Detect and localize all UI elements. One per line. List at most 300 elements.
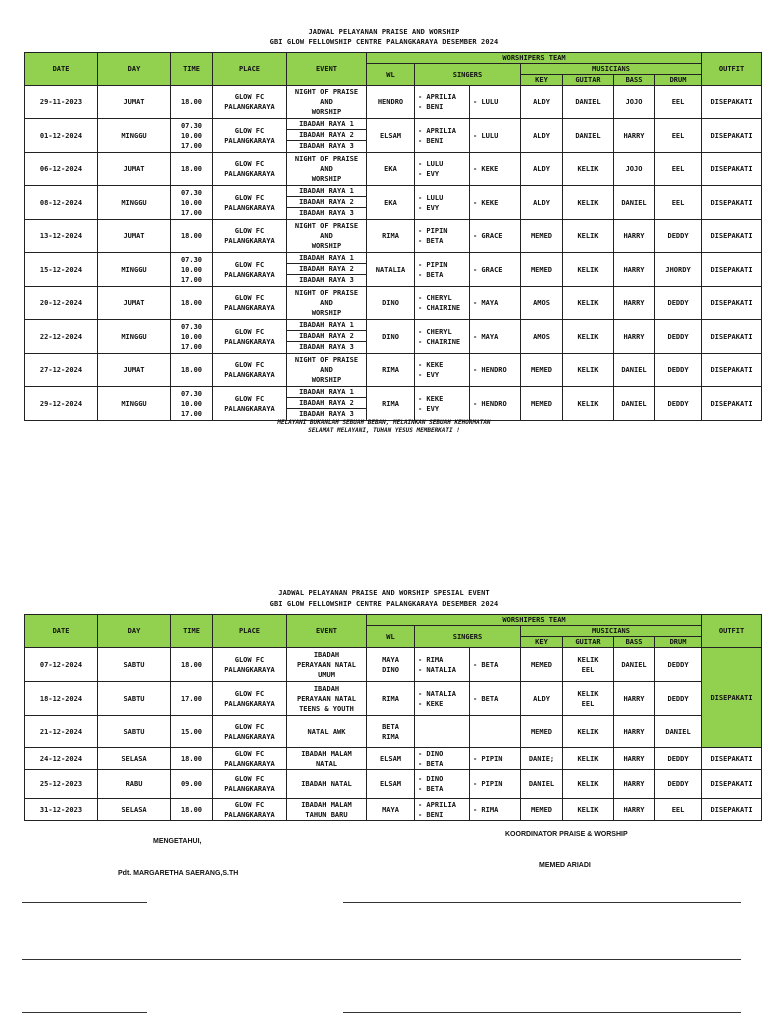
singers-cell-line: - EVY: [418, 203, 440, 212]
guitar-cell: [563, 799, 614, 821]
outfit-merged-cell: DISEPAKATI: [702, 648, 762, 748]
place-cell-line: PALANGKARAYA: [224, 785, 275, 793]
event-cell-line: AND: [320, 299, 333, 307]
pastor-name: Pdt. MARGARETHA SAERANG,S.TH: [118, 870, 239, 877]
worship-schedule-table: [24, 52, 762, 421]
wl-cell: [367, 799, 415, 821]
event-cell: [287, 354, 367, 387]
drum-cell: DANIEL: [655, 716, 702, 748]
date-cell: 25-12-2023: [25, 770, 98, 799]
outfit-cell: DISEPAKATI: [702, 220, 762, 253]
event-cell-line: IBADAH RAYA 1: [287, 119, 366, 130]
wl-cell-line: ELSAM: [379, 780, 402, 788]
bass-cell: DANIEL: [614, 387, 655, 421]
time-cell-line: 07.30: [180, 322, 203, 331]
singers-cell-line: - KEKE: [473, 165, 499, 173]
event-cell-line: NATAL AWK: [307, 727, 346, 736]
time-cell-line: 10.00: [180, 131, 203, 140]
singers-cell: [415, 220, 470, 253]
time-cell-line: 18.00: [180, 805, 203, 814]
place-cell-line: GLOW FC: [234, 160, 265, 168]
day-cell: JUMAT: [98, 354, 171, 387]
event-cell: [287, 648, 367, 682]
table-row: [25, 748, 762, 770]
wl-cell: [367, 748, 415, 770]
time-cell: [171, 354, 213, 387]
time-cell: [171, 770, 213, 799]
bass-cell: HARRY: [614, 253, 655, 287]
table-row: [25, 320, 762, 354]
bass-cell: HARRY: [614, 320, 655, 354]
drum-cell: DEDDY: [655, 354, 702, 387]
event-cell: [287, 320, 367, 354]
bass-cell: DANIEL: [614, 648, 655, 682]
time-cell-line: 17.00: [180, 694, 203, 703]
singers-cell-line: - KEKE: [418, 699, 444, 708]
date-cell: 22-12-2024: [25, 320, 98, 354]
singers-cell: [470, 153, 521, 186]
place-cell-line: PALANGKARAYA: [224, 371, 275, 379]
time-cell-line: 07.30: [180, 121, 203, 130]
day-cell: JUMAT: [98, 153, 171, 186]
singers-cell-line: - CHAIRINE: [418, 304, 461, 312]
singers-cell: [470, 770, 521, 799]
date-cell: 18-12-2024: [25, 682, 98, 716]
col-worshipers-team: WORSHIPERS TEAM: [367, 615, 702, 626]
day-cell: RABU: [98, 770, 171, 799]
place-cell: [213, 320, 287, 354]
singers-cell-line: - BETA: [418, 785, 444, 793]
time-cell-line: 18.00: [180, 165, 203, 173]
guitar-cell: KELIK: [563, 354, 614, 387]
wl-cell: [367, 770, 415, 799]
event-cell-line: AND: [320, 366, 333, 374]
mengetahui-label: MENGETAHUI,: [153, 838, 202, 845]
singers-cell-line: - CHERYL: [418, 294, 452, 302]
time-cell-line: 10.00: [180, 198, 203, 207]
bass-cell: HARRY: [614, 770, 655, 799]
place-cell-line: GLOW FC: [234, 800, 265, 809]
signature-line: [343, 902, 741, 903]
event-cell-line: WORSHIP: [311, 175, 342, 183]
outfit-cell: DISEPAKATI: [702, 320, 762, 354]
singers-cell: [415, 253, 470, 287]
singers-cell-line: - KEKE: [418, 361, 444, 369]
event-cell-line: IBADAH MALAM: [301, 800, 352, 809]
col-event: EVENT: [287, 53, 367, 86]
date-cell: 20-12-2024: [25, 287, 98, 320]
wl-cell-line: MAYA: [382, 655, 399, 664]
singers-cell: [470, 716, 521, 748]
guitar-cell-line: EEL: [581, 665, 595, 674]
col-key: KEY: [521, 75, 563, 86]
wl-cell-line: NATALIA: [375, 265, 406, 274]
table-row: [25, 220, 762, 253]
key-cell: MEMED: [521, 648, 563, 682]
day-cell: MINGGU: [98, 253, 171, 287]
drum-cell: EEL: [655, 86, 702, 119]
day-cell: JUMAT: [98, 86, 171, 119]
place-cell-line: GLOW FC: [234, 722, 265, 731]
time-cell-line: 17.00: [180, 409, 203, 418]
event-cell-line: IBADAH RAYA 1: [287, 320, 366, 331]
place-cell-line: PALANGKARAYA: [224, 665, 275, 674]
place-cell: [213, 682, 287, 716]
place-cell-line: GLOW FC: [234, 93, 265, 101]
special-schedule-subtitle: GBI GLOW FELLOWSHIP CENTRE PALANGKARAYA DESEMBER 2024: [269, 600, 499, 608]
day-cell: JUMAT: [98, 287, 171, 320]
singers-cell: [470, 354, 521, 387]
event-cell-line: IBADAH RAYA 2: [287, 197, 366, 208]
singers-cell-line: - CHAIRINE: [418, 337, 461, 346]
guitar-cell: DANIEL: [563, 86, 614, 119]
event-cell-line: IBADAH RAYA 3: [299, 142, 354, 150]
singers-cell-line: - DINO: [418, 775, 444, 783]
singers-cell: [470, 220, 521, 253]
place-cell-line: PALANGKARAYA: [224, 404, 275, 413]
singers-cell-line: - HENDRO: [473, 366, 507, 374]
guitar-cell: [563, 716, 614, 748]
event-cell: [287, 387, 367, 421]
outfit-cell: DISEPAKATI: [702, 253, 762, 287]
place-cell-line: GLOW FC: [234, 227, 265, 235]
outfit-cell: DISEPAKATI: [702, 86, 762, 119]
event-cell-line: UMUM: [318, 670, 335, 679]
place-cell-line: PALANGKARAYA: [224, 699, 275, 708]
event-cell-line: IBADAH RAYA 2: [287, 130, 366, 141]
place-cell-line: PALANGKARAYA: [224, 170, 275, 178]
singers-cell: [415, 648, 470, 682]
event-cell-line: NIGHT OF PRAISE: [294, 155, 359, 163]
outfit-cell: DISEPAKATI: [702, 354, 762, 387]
bass-cell: HARRY: [614, 748, 655, 770]
singers-cell: [470, 387, 521, 421]
key-cell: MEMED: [521, 220, 563, 253]
wl-cell-line: MAYA: [382, 805, 399, 814]
col-singers: SINGERS: [415, 64, 521, 86]
place-cell-line: PALANGKARAYA: [224, 103, 275, 111]
place-cell-line: GLOW FC: [234, 749, 265, 758]
time-cell: [171, 716, 213, 748]
event-cell: [287, 153, 367, 186]
event-cell-line: WORSHIP: [311, 242, 342, 250]
singers-cell: [415, 682, 470, 716]
wl-cell-line: EKA: [384, 165, 397, 173]
col-day: DAY: [98, 615, 171, 648]
event-cell-line: TAHUN BARU: [305, 810, 348, 819]
place-cell-line: GLOW FC: [234, 689, 265, 698]
koordinator-name: MEMED ARIADI: [539, 862, 591, 869]
wl-cell-line: ELSAM: [379, 754, 402, 763]
table-row: [25, 716, 762, 748]
event-cell: [287, 119, 367, 153]
singers-cell: [415, 387, 470, 421]
place-cell-line: PALANGKARAYA: [224, 337, 275, 346]
wl-cell: [367, 387, 415, 421]
event-cell: [287, 799, 367, 821]
bass-cell: HARRY: [614, 220, 655, 253]
time-cell: [171, 86, 213, 119]
event-cell: [287, 682, 367, 716]
event-cell-line: PERAYAAN NATAL: [296, 694, 356, 703]
event-cell-line: WORSHIP: [311, 108, 342, 116]
singers-cell: [470, 648, 521, 682]
singers-cell-line: - EVY: [418, 170, 440, 178]
table-row: [25, 86, 762, 119]
drum-cell: DEDDY: [655, 770, 702, 799]
singers-cell: [470, 186, 521, 220]
time-cell-line: 18.00: [180, 660, 203, 669]
place-cell: [213, 354, 287, 387]
event-cell-line: PERAYAAN NATAL: [296, 660, 356, 669]
place-cell-line: GLOW FC: [234, 126, 265, 135]
singers-cell-line: - APRILIA: [418, 126, 456, 135]
singers-cell: [415, 770, 470, 799]
date-cell: 06-12-2024: [25, 153, 98, 186]
singers-cell: [415, 119, 470, 153]
col-time: TIME: [171, 615, 213, 648]
place-cell-line: PALANGKARAYA: [224, 203, 275, 212]
wl-cell: [367, 119, 415, 153]
day-cell: MINGGU: [98, 387, 171, 421]
event-cell: [287, 716, 367, 748]
place-cell: [213, 648, 287, 682]
singers-cell-line: - PIPIN: [473, 780, 503, 788]
singers-cell-line: - DINO: [418, 749, 444, 758]
wl-cell-line: DINO: [382, 299, 399, 307]
singers-cell: [415, 716, 470, 748]
time-cell-line: 10.00: [180, 265, 203, 274]
time-cell: [171, 682, 213, 716]
place-cell: [213, 770, 287, 799]
event-cell: [287, 770, 367, 799]
event-cell-line: IBADAH: [313, 684, 340, 693]
wl-cell-line: RIMA: [382, 694, 399, 703]
col-outfit: OUTFIT: [702, 615, 762, 648]
time-cell-line: 10.00: [180, 399, 203, 408]
key-cell: ALDY: [521, 153, 563, 186]
closing-line-2: SELAMAT MELAYANI, TUHAN YESUS MEMBERKATI !: [308, 427, 460, 434]
bass-cell: HARRY: [614, 716, 655, 748]
singers-cell: [470, 748, 521, 770]
table-row: [25, 682, 762, 716]
drum-cell: EEL: [655, 153, 702, 186]
day-cell: SABTU: [98, 716, 171, 748]
key-cell: DANIE;: [521, 748, 563, 770]
bass-cell: JOJO: [614, 86, 655, 119]
event-cell: [287, 186, 367, 220]
key-cell: MEMED: [521, 253, 563, 287]
signature-line: [22, 1012, 147, 1013]
event-cell: [287, 86, 367, 119]
singers-cell: [470, 799, 521, 821]
singers-cell: [415, 287, 470, 320]
drum-cell: DEDDY: [655, 287, 702, 320]
bass-cell: JOJO: [614, 153, 655, 186]
singers-cell-line: - BENI: [418, 136, 444, 145]
guitar-cell: [563, 648, 614, 682]
wl-cell: [367, 253, 415, 287]
col-singers: SINGERS: [415, 626, 521, 648]
place-cell: [213, 253, 287, 287]
event-cell-line: NATAL: [315, 759, 338, 768]
place-cell-line: PALANGKARAYA: [224, 304, 275, 312]
singers-cell-line: - EVY: [418, 371, 440, 379]
guitar-cell: KELIK: [563, 253, 614, 287]
time-cell-line: 17.00: [180, 342, 203, 351]
place-cell: [213, 287, 287, 320]
outfit-cell: DISEPAKATI: [702, 153, 762, 186]
event-cell-line: NIGHT OF PRAISE: [294, 289, 359, 297]
place-cell-line: GLOW FC: [234, 655, 265, 664]
col-time: TIME: [171, 53, 213, 86]
singers-cell-line: - BETA: [473, 694, 499, 703]
col-wl: WL: [367, 64, 415, 86]
guitar-cell: [563, 748, 614, 770]
date-cell: 24-12-2024: [25, 748, 98, 770]
place-cell-line: PALANGKARAYA: [224, 237, 275, 245]
time-cell-line: 17.00: [180, 275, 203, 284]
wl-cell: [367, 320, 415, 354]
event-cell-line: IBADAH RAYA 2: [287, 398, 366, 409]
key-cell: AMOS: [521, 320, 563, 354]
event-cell: [287, 253, 367, 287]
singers-cell-line: - BETA: [418, 270, 444, 279]
wl-cell-line: RIMA: [382, 232, 399, 240]
singers-cell-line: - LULU: [418, 193, 444, 202]
drum-cell: EEL: [655, 119, 702, 153]
event-cell-line: IBADAH RAYA 3: [299, 410, 354, 418]
place-cell-line: GLOW FC: [234, 327, 265, 336]
drum-cell: DEDDY: [655, 748, 702, 770]
singers-cell-line: - GRACE: [473, 265, 503, 274]
singers-cell: [415, 86, 470, 119]
date-cell: 08-12-2024: [25, 186, 98, 220]
singers-cell-line: - LULU: [473, 98, 499, 106]
table-row: [25, 648, 762, 682]
day-cell: JUMAT: [98, 220, 171, 253]
place-cell: [213, 716, 287, 748]
bass-cell: HARRY: [614, 682, 655, 716]
wl-cell-line: HENDRO: [377, 98, 404, 106]
singers-cell: [415, 320, 470, 354]
time-cell: [171, 320, 213, 354]
place-cell: [213, 119, 287, 153]
guitar-cell-line: KELIK: [577, 727, 599, 736]
col-day: DAY: [98, 53, 171, 86]
guitar-cell: DANIEL: [563, 119, 614, 153]
time-cell: [171, 648, 213, 682]
table-row: [25, 354, 762, 387]
wl-cell-line: RIMA: [382, 366, 399, 374]
col-date: DATE: [25, 53, 98, 86]
drum-cell: DEDDY: [655, 320, 702, 354]
bass-cell: DANIEL: [614, 186, 655, 220]
key-cell: MEMED: [521, 354, 563, 387]
event-cell: [287, 287, 367, 320]
wl-cell-line: DINO: [382, 665, 399, 674]
table-row: [25, 253, 762, 287]
singers-cell: [470, 86, 521, 119]
place-cell: [213, 186, 287, 220]
wl-cell-line: RIMA: [382, 399, 399, 408]
time-cell-line: 15.00: [180, 727, 203, 736]
col-guitar: GUITAR: [563, 637, 614, 648]
table-row: [25, 799, 762, 821]
table-row: [25, 770, 762, 799]
table-row: [25, 387, 762, 421]
guitar-cell: KELIK: [563, 220, 614, 253]
key-cell: MEMED: [521, 716, 563, 748]
singers-cell-line: - BETA: [418, 237, 444, 245]
event-cell-line: IBADAH RAYA 3: [299, 343, 354, 351]
col-place: PLACE: [213, 53, 287, 86]
singers-cell-line: - KEKE: [418, 394, 444, 403]
singers-cell-line: - RIMA: [418, 655, 444, 664]
event-cell-line: IBADAH RAYA 2: [287, 264, 366, 275]
singers-cell-line: - PIPIN: [418, 227, 448, 235]
key-cell: AMOS: [521, 287, 563, 320]
guitar-cell-line: KELIK: [577, 754, 599, 763]
col-guitar: GUITAR: [563, 75, 614, 86]
day-cell: MINGGU: [98, 320, 171, 354]
guitar-cell: KELIK: [563, 320, 614, 354]
key-cell: ALDY: [521, 86, 563, 119]
wl-cell: [367, 682, 415, 716]
place-cell-line: GLOW FC: [234, 361, 265, 369]
col-bass: BASS: [614, 75, 655, 86]
drum-cell: EEL: [655, 799, 702, 821]
special-schedule-title: JADWAL PELAYANAN PRAISE AND WORSHIP SPESIAL EVENT: [278, 589, 490, 597]
event-cell-line: IBADAH RAYA 1: [287, 253, 366, 264]
wl-cell: [367, 86, 415, 119]
table-row: [25, 119, 762, 153]
drum-cell: DEDDY: [655, 682, 702, 716]
time-cell-line: 18.00: [180, 366, 203, 374]
schedule-title: JADWAL PELAYANAN PRAISE AND WORSHIP: [308, 28, 460, 36]
col-worshipers-team: WORSHIPERS TEAM: [367, 53, 702, 64]
guitar-cell-line: KELIK: [577, 780, 599, 788]
outfit-cell: DISEPAKATI: [702, 119, 762, 153]
singers-cell: [415, 186, 470, 220]
time-cell-line: 18.00: [180, 232, 203, 240]
signature-line: [22, 959, 741, 960]
event-cell-line: NIGHT OF PRAISE: [294, 88, 359, 96]
day-cell: SABTU: [98, 682, 171, 716]
place-cell-line: PALANGKARAYA: [224, 732, 275, 741]
guitar-cell: KELIK: [563, 186, 614, 220]
wl-cell-line: RIMA: [382, 732, 399, 741]
key-cell: MEMED: [521, 387, 563, 421]
time-cell: [171, 119, 213, 153]
place-cell-line: GLOW FC: [234, 260, 265, 269]
singers-cell-line: - EVY: [418, 404, 440, 413]
key-cell: ALDY: [521, 682, 563, 716]
singers-cell-line: - BENI: [418, 103, 444, 111]
col-bass: BASS: [614, 637, 655, 648]
col-key: KEY: [521, 637, 563, 648]
singers-cell-line: - NATALIA: [418, 665, 456, 674]
drum-cell: DEDDY: [655, 648, 702, 682]
guitar-cell: [563, 770, 614, 799]
time-cell: [171, 287, 213, 320]
singers-cell-line: - MAYA: [473, 299, 499, 307]
date-cell: 31-12-2023: [25, 799, 98, 821]
guitar-cell-line: KELIK: [577, 655, 599, 664]
time-cell: [171, 220, 213, 253]
special-event-table: [24, 614, 762, 821]
guitar-cell-line: KELIK: [577, 805, 599, 814]
